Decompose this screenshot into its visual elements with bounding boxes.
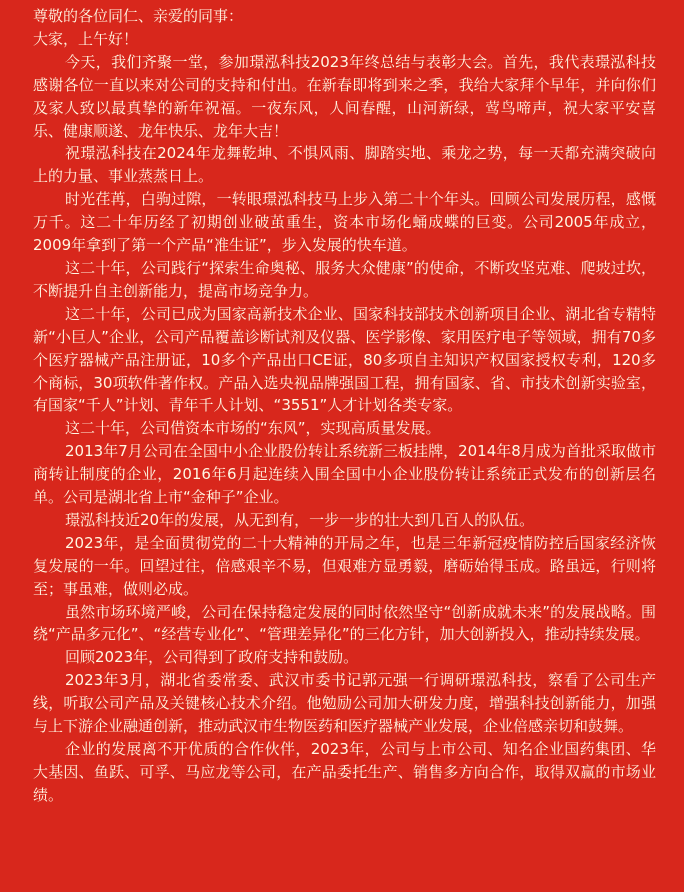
paragraph-strategy: 虽然市场环境严峻，公司在保持稳定发展的同时依然坚守“创新成就未来”的发展战略。围绕“产品多元化”、“经营专业化”、“管理差异化”的三化方针，加大创新投入，推动持续发展。 [33,602,656,644]
paragraph-growth: 璟泓科技近20年的发展，从无到有，一步一步的壮大到几百人的队伍。 [65,510,535,529]
paragraph-achievements: 这二十年，公司已成为国家高新技术企业、国家科技部技术创新项目企业、湖北省专精特新“小巨人”企业，公司产品覆盖诊断试剂及仪器、医学影像、家用医疗电子等领域，拥有70多个医疗器械产品注册证，10多个产品出口CE证，80多项自主知识产权国家授权专利，120多个商标，30项软件著作权。产品入选央视品牌强国工程，拥有国家、省、市技术创新实验室，有国家“千人”计划、青年千人计划、“3551”人才计划各类专家。 [33,304,656,415]
paragraph-2023-context: 2023年，是全面贯彻党的二十大精神的开局之年，也是三年新冠疫情防控后国家经济恢复发展的一年。回望过往，倍感艰辛不易，但艰难方显勇毅，磨砺始得玉成。路虽远，行则将至；事虽难，做则必成。 [33,533,656,598]
paragraph-official-visit: 2023年3月，湖北省委常委、武汉市委书记郭元强一行调研璟泓科技，察看了公司生产线，听取公司产品及关键核心技术介绍。他勉励公司加大研发力度，增强科技创新能力，加强与上下游企业融通创新，推动武汉市生物医药和医疗器械产业发展，企业倍感亲切和鼓舞。 [33,671,656,736]
paragraph-listing-history: 2013年7月公司在全国中小企业股份转让系统新三板挂牌，2014年8月成为首批采取做市商转让制度的企业，2016年6月起连续入围全国中小企业股份转让系统正式发布的创新层名单。公司是湖北省上市“金种子”企业。 [33,442,656,507]
paragraph-partners: 企业的发展离不开优质的合作伙伴，2023年，公司与上市公司、知名企业国药集团、华大基因、鱼跃、可孚、马应龙等公司，在产品委托生产、销售多方向合作，取得双赢的市场业绩。 [33,740,656,804]
salutation-line-2: 大家，上午好！ [33,29,139,48]
paragraph-government-support: 回顾2023年，公司得到了政府支持和鼓励。 [65,648,359,667]
salutation-line-1: 尊敬的各位同仁、亲爱的同事： [33,7,244,25]
paragraph-2024-wishes: 祝璟泓科技在2024年龙舞乾坤、不惧风雨、脚踏实地、乘龙之势，每一天都充满突破向上的力量、事业蒸蒸日上。 [33,144,656,186]
paragraph-capital-market: 这二十年，公司借资本市场的“东风”，实现高质量发展。 [65,419,441,438]
paragraph-mission: 这二十年，公司践行“探索生命奥秘、服务大众健康”的使命，不断攻坚克难、爬坡过坎，不断提升自主创新能力，提高市场竞争力。 [33,258,656,300]
paragraph-company-history: 时光荏苒，白驹过隙，一转眼璟泓科技马上步入第二十个年头。回顾公司发展历程，感慨万千。这二十年历经了初期创业破茧重生，资本市场化蛹成蝶的巨变。公司2005年成立，2009年拿到了第一个产品“准生证”，步入发展的快车道。 [33,190,656,255]
paragraph-opening: 今天，我们齐聚一堂，参加璟泓科技2023年终总结与表彰大会。首先，我代表璟泓科技感谢各位一直以来对公司的支持和付出。在新春即将到来之季，我给大家拜个早年，并向你们及家人致以最真挚的新年祝福。一夜东风，人间春醒，山河新绿，莺鸟啼声，祝大家平安喜乐、健康顺遂、龙年快乐、龙年大吉！ [33,52,656,140]
